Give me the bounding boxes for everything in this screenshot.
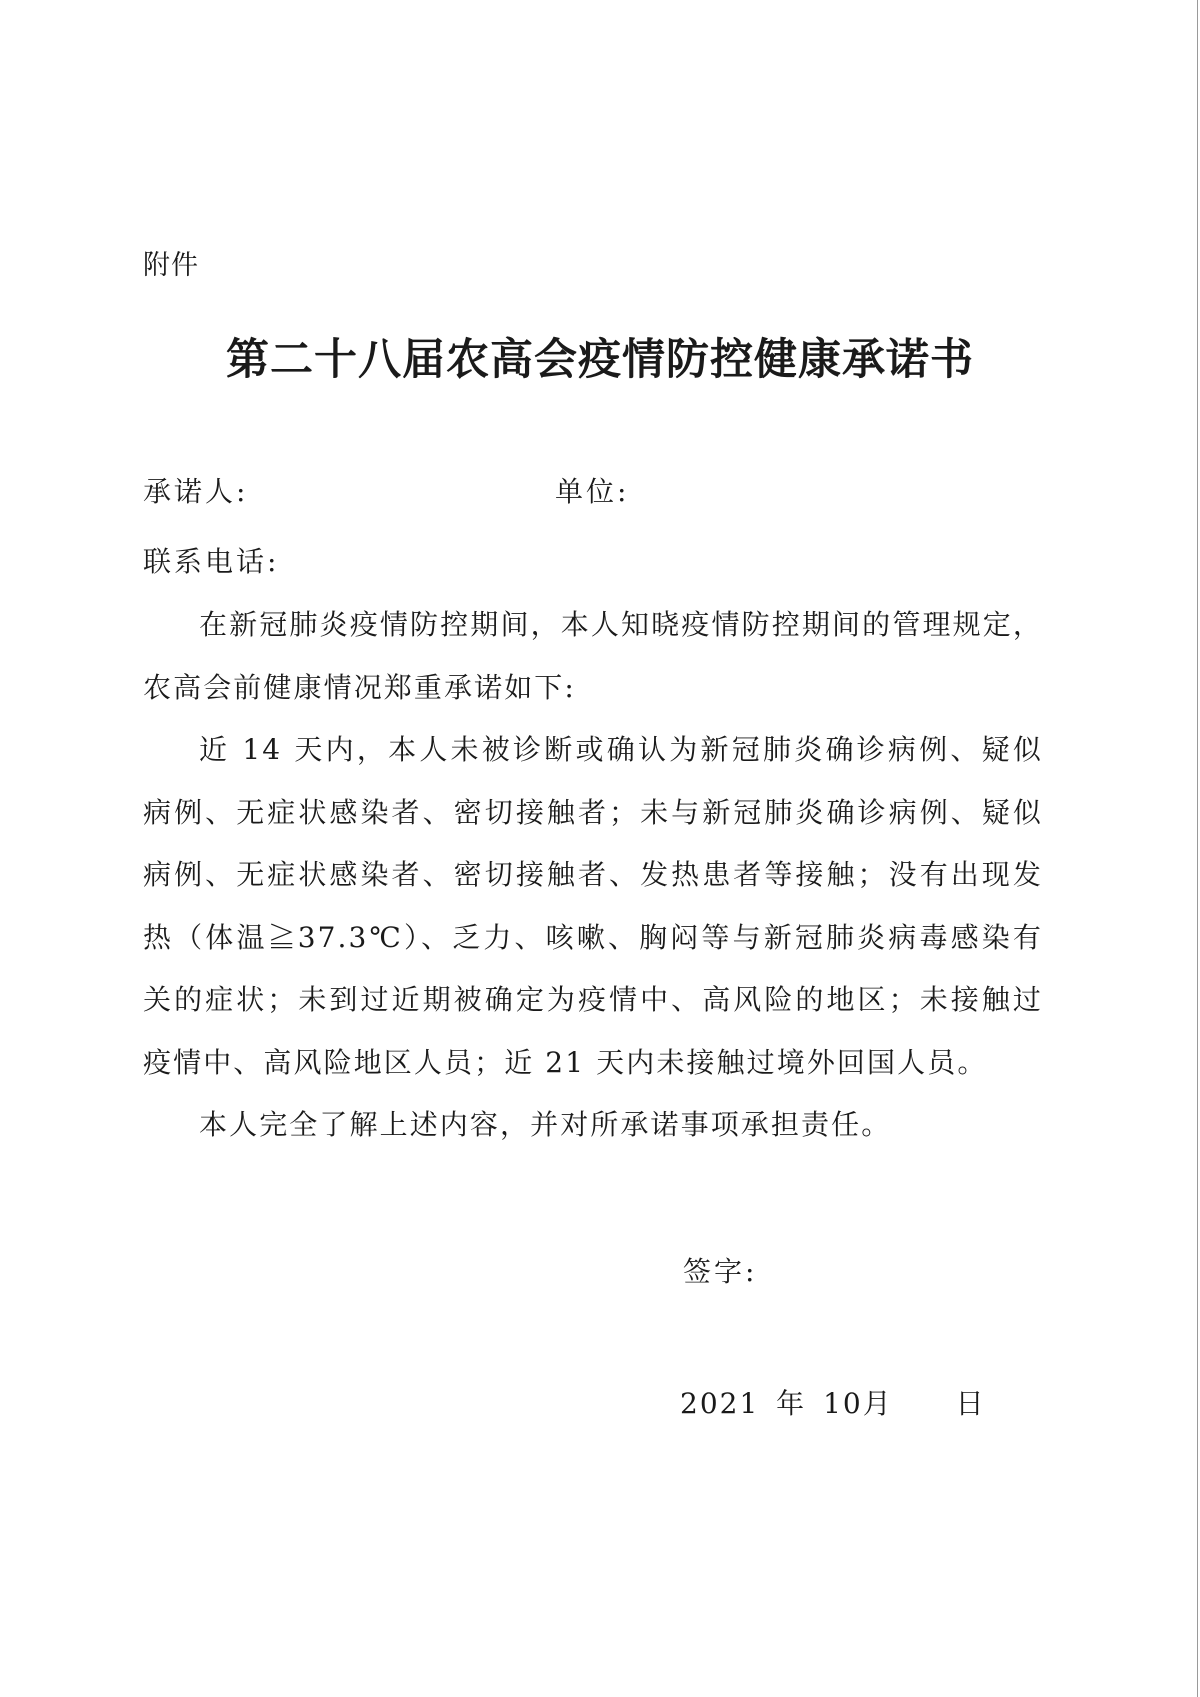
date-year: 2021: [680, 1387, 760, 1420]
phone-field-label: 联系电话:: [143, 545, 280, 578]
attachment-label: 附件: [143, 250, 199, 281]
body-paragraph-commitments: 近 14 天内，本人未被诊断或确认为新冠肺炎确诊病例、疑似病例、无症状感染者、密切接触者；未与新冠肺炎确诊病例、疑似病例、无症状感染者、密切接触者、发热患者等接触；没有出现发热（体温≧37.3℃）、乏力、咳嗽、胸闷等与新冠肺炎病毒感染有关的症状；未到过近期被确定为疫情中、高风险的地区；未接触过疫情中、高风险地区人员；近 21 天内未接触过境外回国人员。: [143, 733, 1043, 1079]
signature-label: 签字:: [683, 1255, 758, 1288]
unit-field-label: 单位:: [555, 475, 630, 508]
commitment-body: [143, 594, 1043, 1157]
date-month: 10: [823, 1387, 863, 1420]
body-paragraph-intro: 在新冠肺炎疫情防控期间，本人知晓疫情防控期间的管理规定，农高会前健康情况郑重承诺如下:: [143, 608, 1043, 704]
body-paragraph-responsibility: 本人完全了解上述内容，并对所承诺事项承担责任。: [199, 1108, 892, 1141]
document-title: 第二十八届农高会疫情防控健康承诺书: [226, 335, 974, 385]
scan-edge-line: [1197, 0, 1198, 1697]
date-month-unit: 月: [862, 1387, 893, 1420]
date-day-unit: 日: [955, 1387, 986, 1420]
date-line: [680, 1382, 986, 1422]
date-year-unit: 年: [776, 1387, 807, 1420]
promiser-field-label: 承诺人:: [143, 475, 249, 508]
